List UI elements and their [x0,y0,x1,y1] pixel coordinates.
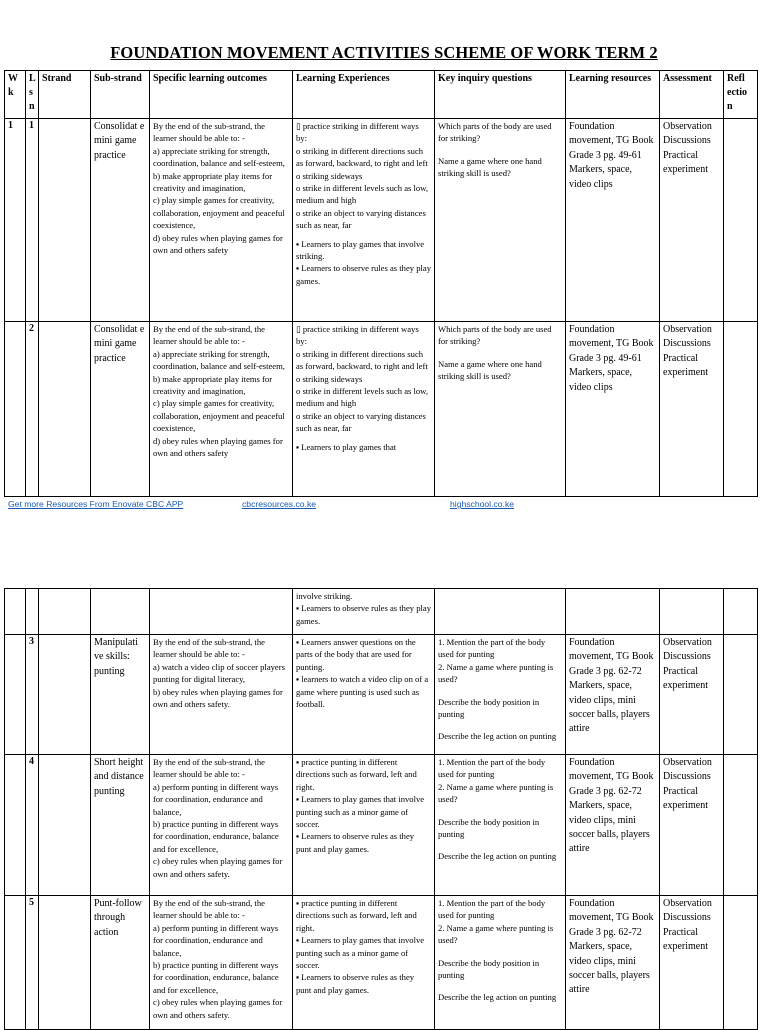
header-outcomes: Specific learning outcomes [150,71,293,119]
header-resources: Learning resources [566,71,660,119]
resources-cell [566,896,660,1030]
week-cell [5,635,26,755]
cell-line: as forward, backward, to right and left [296,158,428,169]
cell-line: Practical experiment [663,926,708,953]
strand-cell [39,589,91,635]
cell-line: Discussions [663,135,711,147]
cell-line: c) play simple games for creativity, collaboration, enjoyment and peaceful coexistence, [153,398,287,434]
cell-line: Practical experiment [663,665,708,692]
experiences-cell [293,322,435,497]
strand-cell [39,119,91,322]
cell-line: a) appreciate striking for strength, coordination, balance and self-esteem, [153,145,285,169]
outcomes-cell [150,322,293,497]
experiences-cell [293,119,435,322]
cell-line: Describe the leg action on punting [438,731,557,742]
lesson-cell: 4 [26,755,39,896]
resources-cell [566,119,660,322]
resources-cell [566,589,660,635]
lesson-cell: 1 [26,119,39,322]
assessment-cell [660,589,724,635]
cell-line: Name a game where one hand striking skill is used? [438,358,544,382]
questions-cell [435,635,566,755]
cell-line: ▪ Learners answer questions on the parts of the body that are used for punting. [296,637,418,672]
cell-line: b) make appropriate play items for creativity and imagination, [153,170,275,194]
cell-line: Markers, space, video clips, mini soccer balls, players attire [569,941,653,996]
cell-line: By the end of the sub-strand, the learner should be able to: - [153,324,268,347]
substrand-cell: Manipulati ve skills: punting [91,635,150,755]
cell-line: ▪ Learners to observe rules as they play games. [296,263,434,286]
header-experiences: Learning Experiences [293,71,435,119]
cell-line: Practical experiment [663,149,708,176]
spacer [438,720,562,730]
enovate-app-link[interactable]: Get more Resources From Enovate CBC APP [8,499,184,509]
cell-line: 1. Mention the part of the body used for punting [438,898,548,921]
table-row [5,119,758,322]
cell-line: 1. Mention the part of the body used for punting [438,757,548,780]
week-cell [5,755,26,896]
experiences-cell [293,755,435,896]
cell-line: Practical experiment [663,352,708,379]
lesson-cell: 5 [26,896,39,1030]
spacer [438,981,562,991]
outcomes-cell [150,589,293,635]
cell-line: o strike an object to varying distances such as near, far [296,410,428,434]
cell-line: By the end of the sub-strand, the learner should be able to: - [153,637,268,660]
spacer [438,145,562,155]
scheme-table-page-1 [4,70,758,497]
reflection-cell [724,755,758,896]
lesson-cell: 2 [26,322,39,497]
outcomes-cell [150,119,293,322]
footer-links [8,499,758,513]
table-row [5,896,758,1030]
cell-line: c) play simple games for creativity, collaboration, enjoyment and peaceful coexistence, [153,195,287,231]
cell-line: b) practice punting in different ways for coordination, endurance, balance and for excellence, [153,960,281,995]
substrand-cell: Consolidat e mini game practice [91,322,150,497]
reflection-cell [724,119,758,322]
table-row [5,589,758,635]
cell-line: b) make appropriate play items for creativity and imagination, [153,373,275,397]
cell-line: ▯ practice striking in different ways by: [296,121,421,144]
header-reflection: Refl ectio n [724,71,758,119]
cell-line: d) obey rules when playing games for own and others safety [153,232,285,256]
cell-line: Discussions [663,338,711,350]
cell-line: a) perform punting in different ways for coordination, endurance and balance, [153,781,281,817]
cell-line: d) obey rules when playing games for own and others safety [153,435,285,459]
cell-line: ▪ practice punting in different directions such as forward, left and right. [296,757,419,792]
strand-cell [39,755,91,896]
cell-line: Observation [663,121,712,132]
header-strand: Strand [39,71,91,119]
page-title: FOUNDATION MOVEMENT ACTIVITIES SCHEME OF WORK TERM 2 [110,43,658,62]
header-lsn: L s n [26,71,39,119]
spacer [438,947,562,957]
cell-line: ▯ practice striking in different ways by: [296,324,421,347]
cell-line: Describe the leg action on punting [438,992,557,1003]
table-row [5,635,758,755]
substrand-cell [91,589,150,635]
spacer [438,840,562,850]
cell-line: Observation [663,637,712,648]
cell-line: Describe the body position in punting [438,696,542,720]
highschool-link[interactable]: highschool.co.ke [450,499,515,509]
outcomes-cell [150,635,293,755]
lesson-cell [26,589,39,635]
cell-line: as forward, backward, to right and left [296,361,428,372]
substrand-cell: Consolidat e mini game practice [91,119,150,322]
week-cell [5,896,26,1030]
cell-line: Describe the body position in punting [438,816,542,840]
cell-line: b) practice punting in different ways for coordination, endurance, balance and for excellence, [153,819,281,854]
cell-line: o striking sideways [296,373,363,384]
questions-cell [435,322,566,497]
cell-line: c) obey rules when playing games for own and others safety. [153,856,285,879]
cell-line: ▪ Learners to observe rules as they play games. [296,603,434,626]
assessment-cell [660,755,724,896]
outcomes-cell [150,896,293,1030]
cell-line: Observation [663,757,712,768]
strand-cell [39,635,91,755]
cell-line: Which parts of the body are used for striking? [438,324,554,347]
substrand-cell: Short height and distance punting [91,755,150,896]
cell-line: a) appreciate striking for strength, coordination, balance and self-esteem, [153,348,285,372]
cell-line: o strike an object to varying distances such as near, far [296,207,428,231]
resources-cell [566,322,660,497]
cell-line: ▪ Learners to play games that involve punting such as a minor game of soccer. [296,935,427,971]
cell-line: a) watch a video clip of soccer players punting for digital literacy, [153,661,288,685]
cell-line: Foundation movement, TG Book Grade 3 pg. 62-72 [569,898,657,938]
table-row [5,322,758,497]
cell-line: b) obey rules when playing games for own and others safety. [153,686,285,710]
assessment-cell [660,322,724,497]
cell-line: Markers, space, video clips [569,367,635,393]
experiences-cell [293,896,435,1030]
cell-line: Practical experiment [663,785,708,812]
table-row [5,755,758,896]
cell-line: ▪ practice punting in different directions such as forward, left and right. [296,898,419,933]
spacer [438,348,562,358]
cell-line: 2. Name a game where punting is used? [438,781,556,805]
cell-line: ▪ learners to watch a video clip on of a game where punting is used such as football. [296,674,431,710]
substrand-cell: Punt-follow through action [91,896,150,1030]
cell-line: Describe the leg action on punting [438,851,557,862]
questions-cell [435,119,566,322]
strand-cell [39,896,91,1030]
cell-line: ▪ Learners to play games that involve striking. [296,238,427,262]
cell-line: ▪ Learners to observe rules as they punt and play games. [296,972,417,995]
cell-line: involve striking. [296,591,353,601]
cell-line: c) obey rules when playing games for own and others safety. [153,997,285,1020]
cell-line: By the end of the sub-strand, the learner should be able to: - [153,121,268,144]
questions-cell [435,589,566,635]
cell-line: a) perform punting in different ways for coordination, endurance and balance, [153,922,281,958]
cell-line: o strike in different levels such as low, medium and high [296,183,431,206]
assessment-cell [660,635,724,755]
cell-line: ▪ Learners to observe rules as they punt and play games. [296,831,417,854]
cell-line: Discussions [663,651,711,663]
cbcresources-link[interactable]: cbcresources.co.ke [242,499,317,509]
cell-line: Markers, space, video clips, mini soccer balls, players attire [569,800,653,855]
cell-line: 2. Name a game where punting is used? [438,661,556,685]
resources-cell [566,755,660,896]
cell-line: Observation [663,898,712,909]
cell-line: ▪ Learners to play games that involve punting such as a minor game of soccer. [296,794,427,830]
cell-line: Name a game where one hand striking skill is used? [438,155,544,179]
scheme-table-page-2 [4,588,758,1030]
reflection-cell [724,589,758,635]
reflection-cell [724,322,758,497]
spacer [438,686,562,696]
header-assessment: Assessment [660,71,724,119]
cell-line: Which parts of the body are used for striking? [438,121,554,144]
header-wk: W k [5,71,26,119]
cell-line: Foundation movement, TG Book Grade 3 pg. 49-61 [569,121,657,161]
reflection-cell [724,635,758,755]
cell-line: o strike in different levels such as low, medium and high [296,386,431,409]
header-row [5,71,758,119]
cell-line: o striking in different directions such [296,348,424,359]
reflection-cell [724,896,758,1030]
cell-line: o striking sideways [296,170,363,181]
lesson-cell: 3 [26,635,39,755]
header-questions: Key inquiry questions [435,71,566,119]
cell-line: o striking in different directions such [296,145,424,156]
cell-line: Observation [663,324,712,335]
spacer [438,806,562,816]
resources-cell [566,635,660,755]
cell-line: By the end of the sub-strand, the learner should be able to: - [153,898,268,921]
assessment-cell [660,119,724,322]
week-cell: 1 [5,119,26,322]
cell-line: Foundation movement, TG Book Grade 3 pg. 49-61 [569,324,657,364]
experiences-cell [293,589,435,635]
questions-cell [435,755,566,896]
cell-line: Discussions [663,912,711,924]
cell-line: Describe the body position in punting [438,957,542,981]
cell-line: Markers, space, video clips, mini soccer balls, players attire [569,680,653,735]
cell-line: 1. Mention the part of the body used for punting [438,637,548,660]
cell-line: Foundation movement, TG Book Grade 3 pg. 62-72 [569,757,657,797]
questions-cell [435,896,566,1030]
experiences-cell [293,635,435,755]
cell-line: Discussions [663,771,711,783]
cell-line: Markers, space, video clips [569,164,635,190]
cell-line: 2. Name a game where punting is used? [438,922,556,946]
week-cell [5,322,26,497]
week-cell [5,589,26,635]
cell-line: ▪ Learners to play games that [296,441,397,452]
assessment-cell [660,896,724,1030]
header-substrand: Sub-strand [91,71,150,119]
cell-line: By the end of the sub-strand, the learner should be able to: - [153,757,268,780]
strand-cell [39,322,91,497]
outcomes-cell [150,755,293,896]
cell-line: Foundation movement, TG Book Grade 3 pg. 62-72 [569,637,657,677]
